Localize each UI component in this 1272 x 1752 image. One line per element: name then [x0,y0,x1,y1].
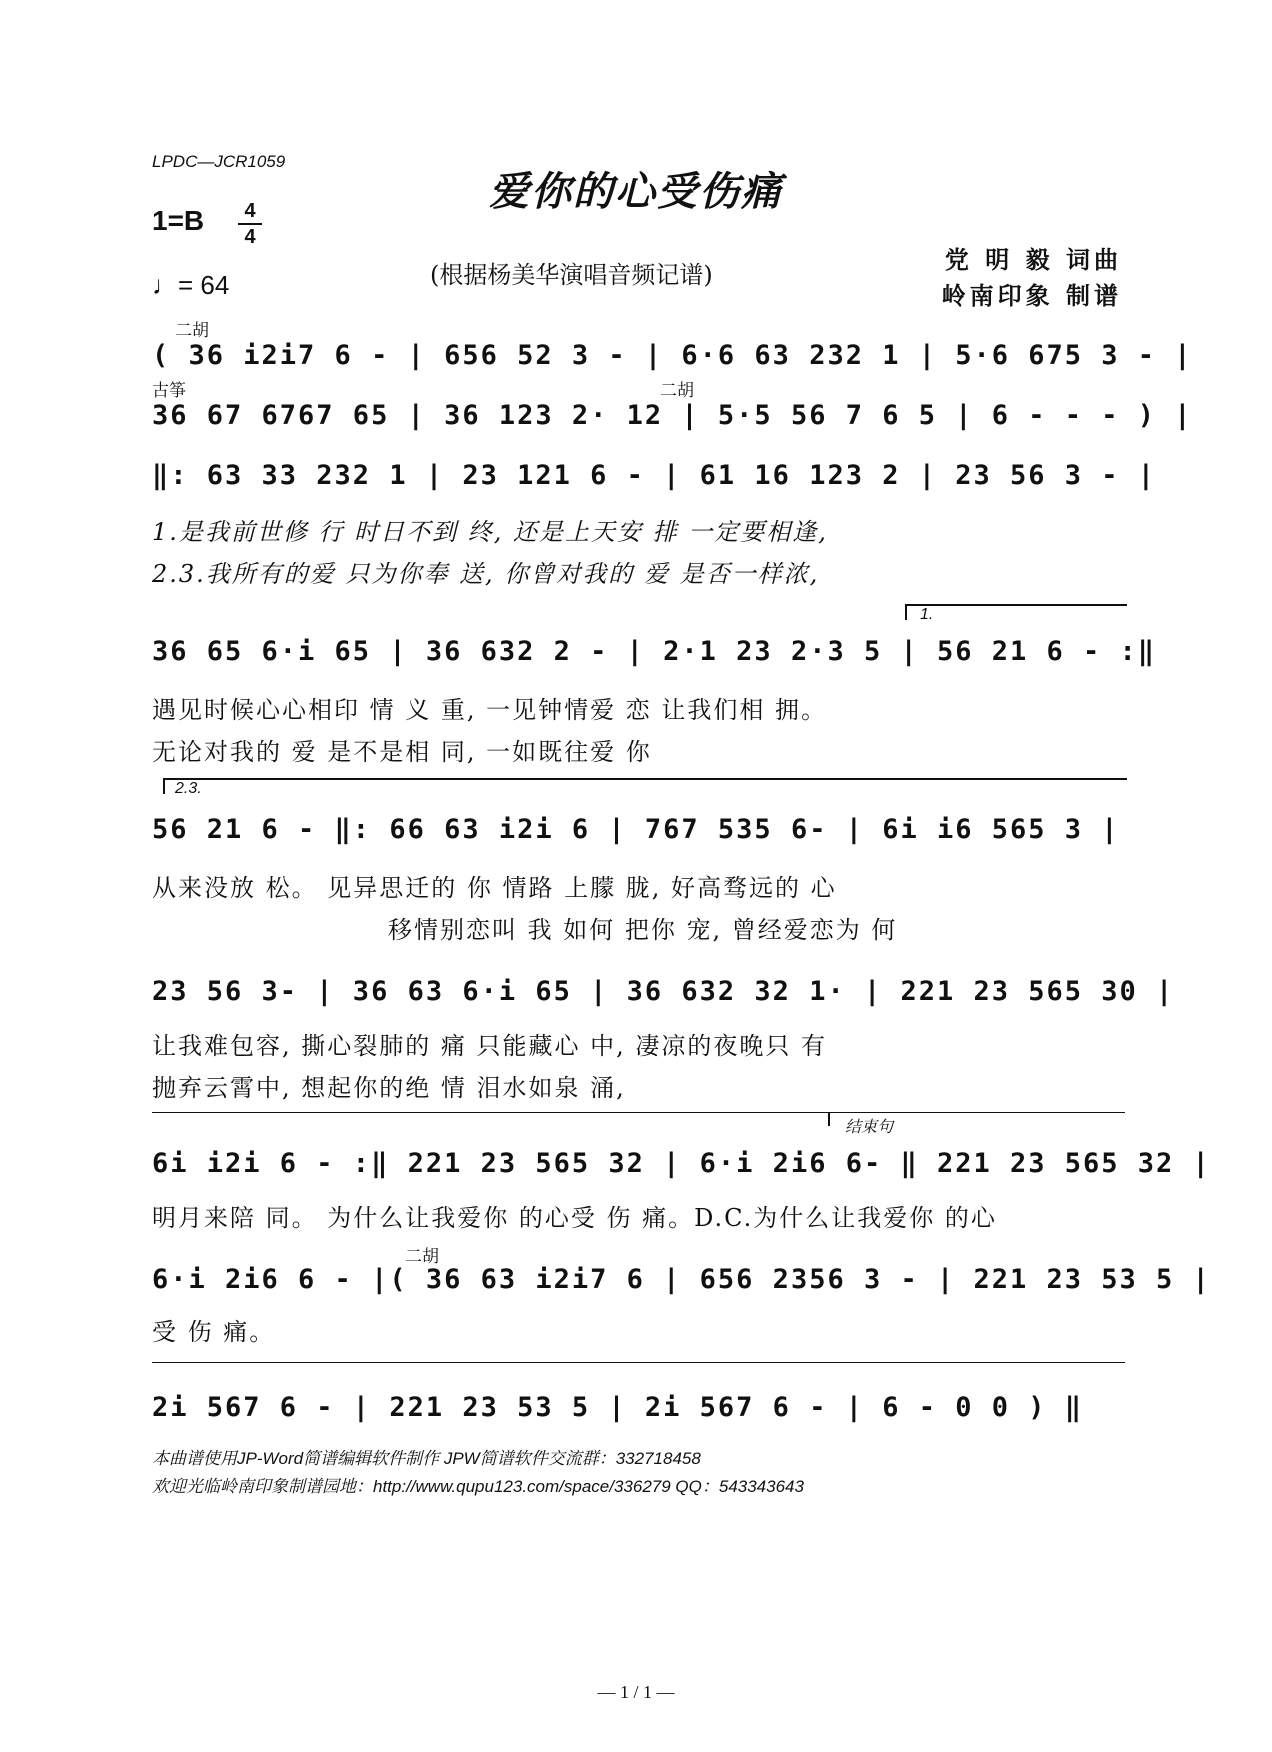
song-title: 爱你的心受伤痛 [489,168,783,215]
second-ending-bracket [163,778,1127,794]
score-row-1: ( 36 i2i7 6 - | 656 52 3 - | 6·6 63 232 1 | 5·6 675 3 - | [152,340,1193,371]
lyrics-row-6-verse1: 让我难包容, 撕心裂肺的 痛 只能藏心 中, 凄凉的夜晚只 有 [152,1032,828,1060]
lyrics-row-4-verse1: 遇见时候心心相印 情 义 重, 一见钟情爱 恋 让我们相 拥。 [152,696,828,724]
second-ending-number: 2.3. [175,780,202,797]
score-row-3: ‖: 63 33 232 1 | 23 121 6 - | 61 16 123 2 | 23 56 3 - | [152,460,1157,491]
time-top: 4 [244,200,256,222]
first-ending-number: 1. [920,606,934,623]
page-number: — 1 / 1 — [597,1682,675,1702]
time-divider [238,223,262,225]
coda-label: 结束句 [845,1119,894,1136]
lyrics-row-7: 明月来陪 同。 为什么让我爱你 的心受 伤 痛。D.C.为什么让我爱你 的心 [152,1204,997,1232]
lyrics-row-3-verse1: 1.是我前世修 行 时日不到 终, 还是上天安 排 一定要相逢, [152,518,828,546]
time-signature [238,200,262,248]
score-row-7: 6i i2i 6 - :‖ 221 23 565 32 | 6·i 2i6 6- ‖ 221 23 565 32 | [152,1148,1211,1179]
lyrics-row-5-verse1: 从来没放 松。 见异思迁的 你 情路 上朦 胧, 好高骛远的 心 [152,874,837,902]
subtitle: (根据杨美华演唱音频记谱) [430,261,713,289]
lyrics-row-5-verse2: 移情别恋叫 我 如何 把你 宠, 曾经爱恋为 何 [388,916,898,944]
credit-score: 岭南印象 制谱 [941,281,1122,310]
score-code: LPDC—JCR1059 [152,152,286,171]
first-ending-bracket [905,604,1127,620]
footer-software-note: 本曲谱使用JP-Word简谱编辑软件制作 JPW简谱软件交流群：332718458 [152,1449,701,1468]
erhu-label: 二胡 [175,321,209,341]
time-bottom: 4 [244,226,256,248]
tempo-marking: ♩= 64 [152,270,230,300]
score-row-9: 2i 567 6 - | 221 23 53 5 | 2i 567 6 - | 6 - 0 0 ) ‖ [152,1392,1084,1423]
key-signature: 1=B [152,205,205,236]
system-separator-2 [152,1362,1125,1363]
lyrics-row-8: 受 伤 痛。 [152,1318,276,1346]
score-row-5: 56 21 6 - ‖: 66 63 i2i 6 | 767 535 6- | 6i i6 565 3 | [152,814,1120,845]
score-row-2: 36 67 6767 65 | 36 123 2· 12 | 5·5 56 7 6 5 | 6 - - - ) | [152,400,1193,431]
lyrics-row-4-verse2: 无论对我的 爱 是不是相 同, 一如既往爱 你 [152,738,652,766]
score-row-6: 23 56 3- | 36 63 6·i 65 | 36 632 32 1· | 221 23 565 30 | [152,976,1175,1007]
footer-website-note: 欢迎光临岭南印象制谱园地：http://www.qupu123.com/space/336279 QQ：543343643 [152,1477,804,1496]
erhu-label-3: 二胡 [405,1247,439,1267]
lyrics-row-3-verse2: 2.3.我所有的爱 只为你奉 送, 你曾对我的 爱 是否一样浓, [152,560,820,588]
lyrics-row-6-verse2: 抛弃云霄中, 想起你的绝 情 泪水如泉 涌, [152,1074,626,1102]
score-row-4: 36 65 6·i 65 | 36 632 2 - | 2·1 23 2·3 5 | 56 21 6 - :‖ [152,636,1157,667]
erhu-label-2: 二胡 [660,381,694,401]
guzheng-label: 古筝 [152,381,186,401]
credit-lyrics: 党 明 毅 词曲 [944,245,1122,274]
score-row-8: 6·i 2i6 6 - |( 36 63 i2i7 6 | 656 2356 3 - | 221 23 53 5 | [152,1264,1211,1295]
